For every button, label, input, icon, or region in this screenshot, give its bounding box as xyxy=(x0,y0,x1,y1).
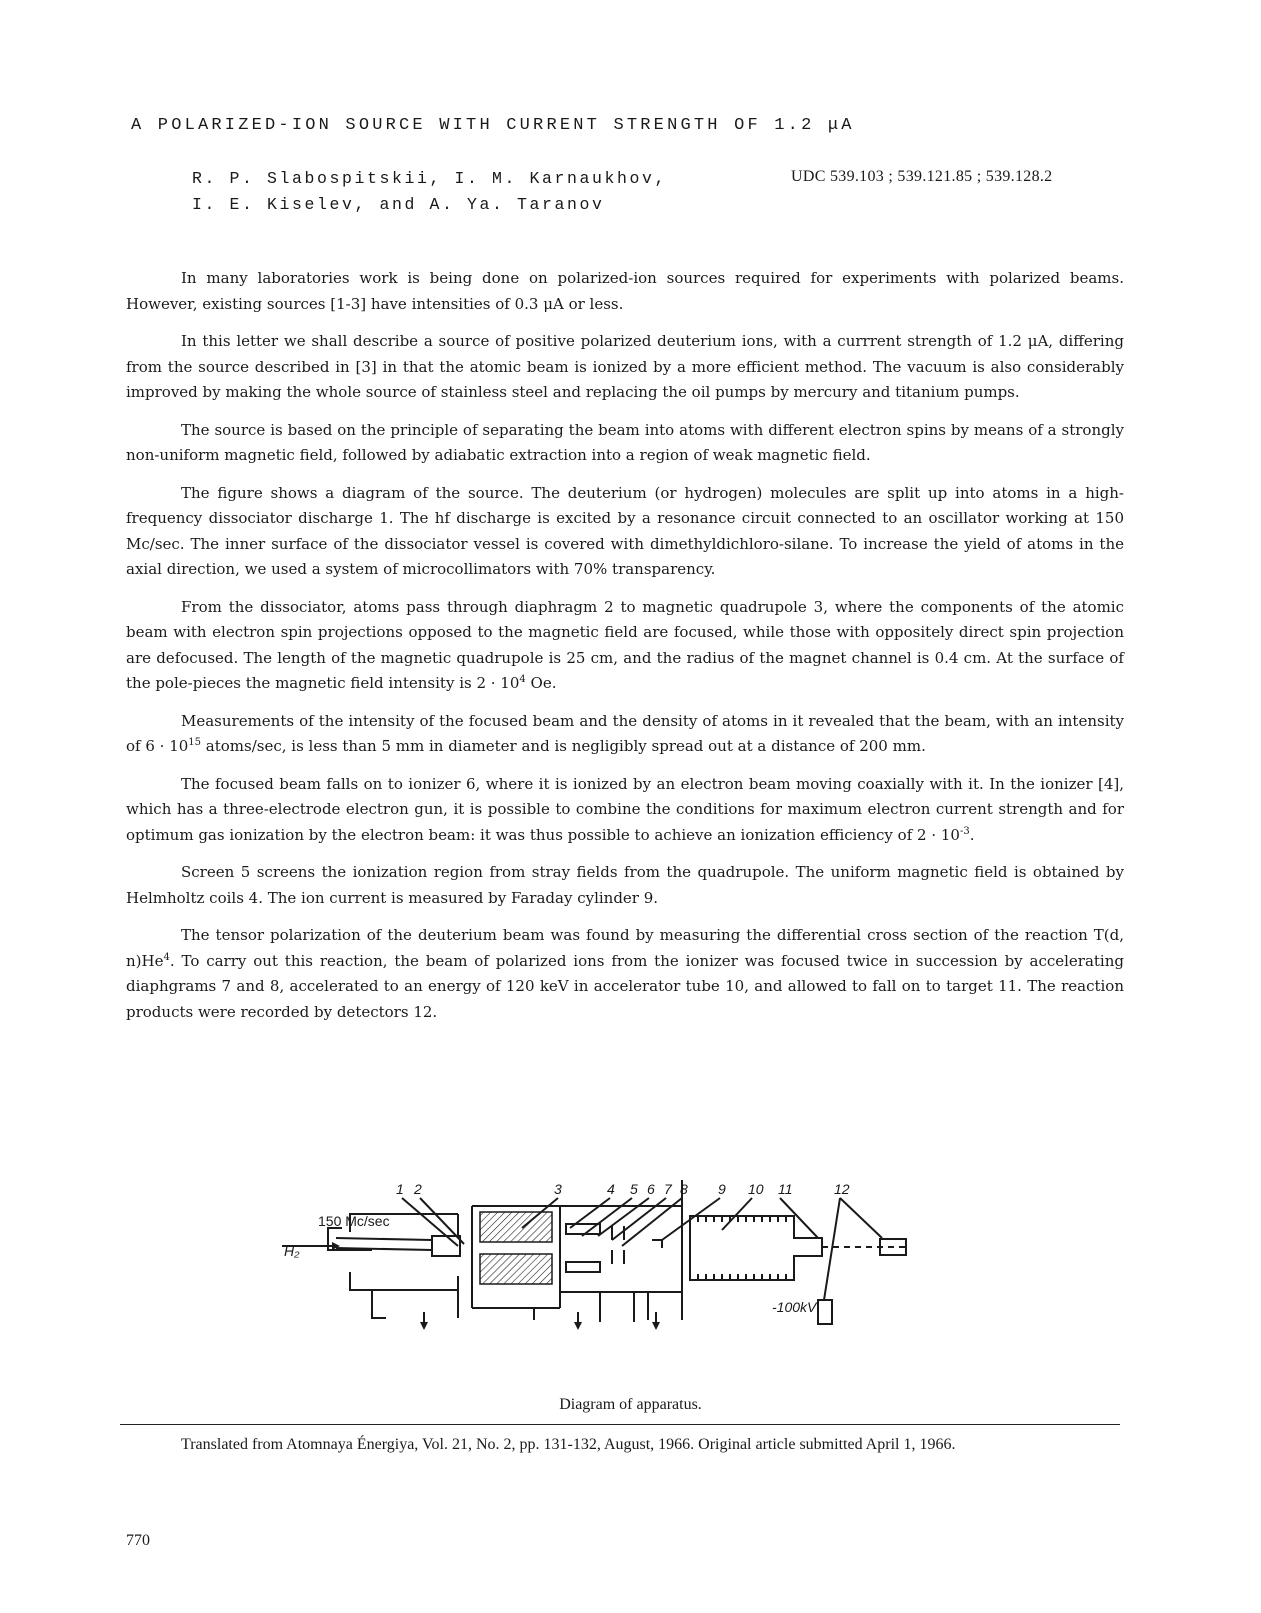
label-10: 10 xyxy=(748,1181,764,1197)
paragraph-7-exponent: -3 xyxy=(959,825,970,837)
label-5: 5 xyxy=(630,1181,638,1197)
label-8: 8 xyxy=(680,1181,688,1197)
dissociator-tube xyxy=(336,1236,460,1256)
label-12: 12 xyxy=(834,1181,850,1197)
authors-line-2: I. E. Kiselev, and A. Ya. Taranov xyxy=(192,195,605,214)
paragraph-6-exponent: 15 xyxy=(188,737,202,748)
frequency-label: 150 Mc/sec xyxy=(318,1213,390,1229)
apparatus-diagram xyxy=(282,1180,982,1375)
label-9: 9 xyxy=(718,1181,726,1197)
author-list xyxy=(192,166,667,218)
paragraph-3: The source is based on the principle of separating the beam into atoms with different electron spins by means of a strongly non-uniform magnetic field, followed by adiabatic extraction into a region of weak magnetic field. xyxy=(126,420,1124,464)
paragraph-7-text-b: . xyxy=(969,825,975,844)
paragraph-8: Screen 5 screens the ionization region from stray fields from the quadrupole. The uniform magnetic field is obtained by Helmholtz coils 4. The ion current is measured by Faraday cylinder 9. xyxy=(126,863,1124,907)
article-body xyxy=(126,266,1124,1037)
leader-12a xyxy=(824,1198,840,1300)
accelerator-rings xyxy=(698,1216,786,1280)
label-6: 6 xyxy=(647,1181,655,1197)
paragraph-9 xyxy=(126,923,1124,1025)
udc-code: UDC 539.103 ; 539.121.85 ; 539.128.2 xyxy=(791,168,1053,185)
apparatus-diagram-svg xyxy=(282,1180,982,1375)
pump-arrowhead-1 xyxy=(420,1322,428,1330)
paragraph-7 xyxy=(126,772,1124,849)
paragraph-6 xyxy=(126,709,1124,760)
quadrupole-pole-bottom xyxy=(480,1254,552,1284)
paragraph-1: In many laboratories work is being done on polarized-ion sources required for experiments with polarized beams. However, existing sources [1-3] have intensities of 0.3 μA or less. xyxy=(126,269,1124,313)
leader-10 xyxy=(722,1198,752,1230)
faraday-cylinder xyxy=(652,1240,662,1248)
pump-arrowhead-2 xyxy=(574,1322,582,1330)
voltage-label: -100kV xyxy=(772,1299,817,1315)
paragraph-6-text-b: atoms/sec, is less than 5 mm in diameter and is negligibly spread out at a distance of 200 mm. xyxy=(201,737,926,755)
gas-inlet-label: H₂ xyxy=(284,1243,300,1259)
paragraph-5-text-b: Oe. xyxy=(525,674,557,692)
paragraph-7-text-a: The focused beam falls on to ionizer 6, where it is ionized by an electron beam moving coaxially with it. In the ionizer [4], which has a three-electrode electron gun, it is possible to combine the conditions for maximum electron current strength and for optimum gas ionization by the electron beam: it was thus possible to achieve an ionization efficiency of 2 · 10 xyxy=(126,774,1124,844)
ionizer-electrode-bottom xyxy=(566,1262,600,1272)
footnote-divider xyxy=(120,1424,1120,1425)
paragraph-9-text-b: . To carry out this reaction, the beam of polarized ions from the ionizer was focused twice in succession by accelerating diaphgrams 7 and 8, accelerated to an energy of 120 keV in accelerator tube 10, and allowed to fall on to target 11. The reaction products were recorded by detectors 12. xyxy=(126,951,1124,1021)
label-4: 4 xyxy=(607,1181,615,1197)
leader-12b xyxy=(840,1198,882,1238)
label-7: 7 xyxy=(664,1181,672,1197)
page-number: 770 xyxy=(126,1532,150,1549)
paragraph-2: In this letter we shall describe a source of positive polarized deuterium ions, with a currrent strength of 1.2 μA, differing from the source described in [3] in that the atomic beam is ionized by a more efficient method. The vacuum is also considerably improved by making the whole source of stainless steel and replacing the oil pumps by mercury and titanium pumps. xyxy=(126,332,1124,401)
authors-line-1: R. P. Slabospitskii, I. M. Karnaukhov, xyxy=(192,169,668,188)
label-3: 3 xyxy=(554,1181,562,1197)
paragraph-9-text-a: The tensor polarization of the deuterium beam was found by measuring the differential cross section of the reaction T(d, n)He xyxy=(126,926,1124,970)
paragraph-6-text-a: Measurements of the intensity of the focused beam and the density of atoms in it revealed that the beam, with an intensity of 6 · 10 xyxy=(126,711,1124,755)
label-1: 1 xyxy=(396,1181,404,1197)
paragraph-9-exponent: 4 xyxy=(163,951,170,963)
paragraph-5 xyxy=(126,595,1124,697)
label-11: 11 xyxy=(778,1181,793,1197)
quadrupole-pole-top xyxy=(480,1212,552,1242)
label-2: 2 xyxy=(414,1181,422,1197)
ionizer-chamber xyxy=(560,1180,682,1322)
paragraph-4: The figure shows a diagram of the source. The deuterium (or hydrogen) molecules are split up into atoms in a high-frequency dissociator discharge 1. The hf discharge is excited by a resonance circuit connected to an oscillator working at 150 Mc/sec. The inner surface of the dissociator vessel is covered with dimethyldichloro-silane. To increase the yield of atoms in the axial direction, we used a system of microcollimators with 70% transparency. xyxy=(126,483,1124,578)
pump-arrowhead-3 xyxy=(652,1322,660,1330)
accelerator-tube xyxy=(690,1216,822,1280)
paragraph-5-text-a: From the dissociator, atoms pass through diaphragm 2 to magnetic quadrupole 3, where the components of the atomic beam with electron spin projections opposed to the magnetic field are focused, while those with oppositely direct spin projection are defocused. The length of the magnetic quadrupole is 25 cm, and the radius of the magnet channel is 0.4 cm. At the surface of the pole-pieces the magnetic field intensity is 2 · 10 xyxy=(126,597,1124,692)
translation-footnote: Translated from Atomnaya Énergiya, Vol. 21, No. 2, pp. 131-132, August, 1966. Original article submitted April 1, 1966. xyxy=(181,1436,956,1453)
dissociator-chamber xyxy=(350,1214,458,1318)
detector-bottom xyxy=(818,1300,832,1324)
paragraph-5-exponent: 4 xyxy=(519,674,526,685)
figure-caption: Diagram of apparatus. xyxy=(559,1396,702,1413)
paper-title: A POLARIZED-ION SOURCE WITH CURRENT STRENGTH OF 1.2 μA xyxy=(131,116,855,135)
